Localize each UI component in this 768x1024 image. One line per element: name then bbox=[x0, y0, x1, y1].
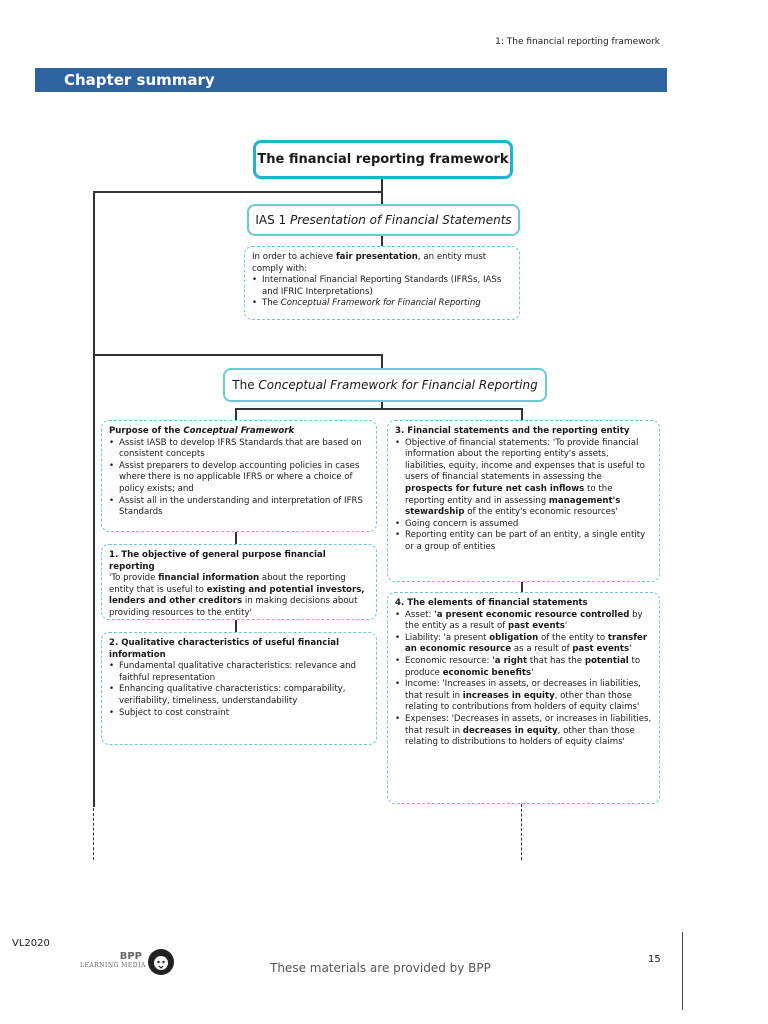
text-bold: 'a present economic resource bbox=[434, 609, 581, 620]
list-item bbox=[395, 714, 652, 749]
list-item bbox=[395, 633, 652, 656]
qualitative-title: 2. Qualitative characteristics of useful financial information bbox=[109, 638, 340, 660]
fs-entity-title: 3. Financial statements and the reporting entity bbox=[395, 426, 630, 436]
connector-dashed bbox=[93, 808, 94, 860]
text: Asset: bbox=[405, 609, 435, 620]
list-item bbox=[252, 298, 512, 310]
conceptual-framework-node bbox=[223, 368, 547, 402]
qualitative-box bbox=[101, 632, 377, 745]
connector-line bbox=[521, 582, 523, 592]
objective-box bbox=[101, 544, 377, 620]
text: as a result of bbox=[511, 644, 573, 655]
connector-line bbox=[93, 354, 383, 356]
text-bold: obligation bbox=[489, 632, 539, 643]
text: about the reporting entity that is useful to bbox=[109, 573, 346, 595]
elements-title: 4. The elements of financial statements bbox=[395, 598, 588, 608]
text-bold: decreases in equity bbox=[462, 725, 558, 736]
text-bold: past events bbox=[508, 621, 565, 632]
text-bold: fair presentation bbox=[335, 252, 418, 262]
text: Income: 'Increases in assets, or decreases in liabilities, that result in bbox=[405, 679, 641, 701]
text: Liability: 'a present bbox=[405, 632, 490, 643]
text-bold: increases in equity bbox=[462, 690, 555, 701]
text-bold: economic benefits bbox=[442, 667, 532, 678]
connector-line bbox=[235, 408, 522, 410]
text: ' bbox=[564, 621, 568, 632]
text-bold: prospects for future net cash inflows bbox=[405, 483, 585, 494]
text: that has the bbox=[527, 655, 585, 666]
text: The bbox=[262, 298, 281, 309]
text: Objective of financial statements: 'To provide financial information about the reporting entity's assets, liabilities, equity, income and expenses that is useful to users of financial statements in assessing the bbox=[405, 437, 645, 483]
connector-line bbox=[93, 191, 383, 193]
list-item: • Fundamental qualitative characteristics: relevance and faithful representation bbox=[109, 661, 369, 684]
list-item: • Subject to cost constraint bbox=[109, 708, 369, 720]
ias1-intro bbox=[252, 252, 512, 275]
text: to the reporting entity and in assessing bbox=[405, 483, 613, 506]
text-bold: existing and potential investors, lenders and other creditors bbox=[109, 584, 365, 607]
ias1-prefix: IAS 1 bbox=[255, 213, 290, 227]
fs-entity-box bbox=[387, 420, 660, 582]
connector-line bbox=[381, 354, 383, 368]
list-item: • Assist preparers to develop accounting policies in cases where there is no applicable IFRS or where a choice of policy exists; and bbox=[109, 461, 369, 496]
running-head: 1: The financial reporting framework bbox=[495, 37, 660, 47]
connector-line bbox=[235, 532, 237, 544]
text-bold: potential bbox=[584, 655, 629, 666]
page-number: 15 bbox=[648, 954, 661, 965]
text-bold: management's stewardship bbox=[405, 495, 621, 518]
framework-node-label: The financial reporting framework bbox=[257, 152, 509, 167]
text-bold: 'a right bbox=[492, 655, 528, 666]
elements-box bbox=[387, 592, 660, 804]
objective-title: 1. The objective of general purpose financial reporting bbox=[109, 550, 326, 572]
list-item: • Reporting entity can be part of an entity, a single entity or a group of entities bbox=[395, 530, 652, 553]
text: , an entity must comply with: bbox=[252, 252, 487, 274]
text-bold: financial information bbox=[158, 573, 260, 584]
connector-line bbox=[235, 620, 237, 632]
purpose-box bbox=[101, 420, 377, 532]
bpp-logo bbox=[80, 951, 146, 969]
text: Purpose of the bbox=[109, 426, 184, 436]
connector-line bbox=[521, 408, 523, 420]
ias1-title: Presentation of Financial Statements bbox=[289, 213, 512, 227]
text-bold: past events bbox=[572, 644, 630, 655]
text: ' bbox=[531, 667, 534, 678]
list-item bbox=[395, 679, 652, 714]
cf-title: Conceptual Framework for Financial Reporting bbox=[258, 378, 538, 392]
ias1-details-box bbox=[244, 246, 520, 320]
list-item: • Going concern is assumed bbox=[395, 519, 652, 531]
list-item: • International Financial Reporting Standards (IFRSs, IASs and IFRIC Interpretations) bbox=[252, 275, 512, 298]
logo-sub: LEARNING MEDIA bbox=[80, 962, 146, 969]
text: in making decisions about providing resources to the entity' bbox=[109, 596, 358, 618]
text-italic: Conceptual Framework bbox=[183, 426, 295, 436]
text-bold: controlled bbox=[580, 609, 630, 620]
text: of the entity to bbox=[538, 632, 608, 643]
text: In order to achieve bbox=[252, 252, 336, 262]
connector-line bbox=[235, 408, 237, 420]
text: Economic resource: bbox=[405, 655, 493, 666]
purpose-title bbox=[109, 426, 369, 438]
list-item: • Assist IASB to develop IFRS Standards that are based on consistent concepts bbox=[109, 438, 369, 461]
connector-dashed bbox=[521, 804, 522, 860]
connector-line bbox=[93, 191, 95, 807]
logo-brand: BPP bbox=[119, 951, 142, 962]
text: by the entity as a result of bbox=[405, 609, 643, 632]
provided-by-note: These materials are provided by BPP bbox=[270, 961, 491, 975]
text-italic: Conceptual Framework for Financial Reporting bbox=[280, 298, 481, 309]
list-item bbox=[395, 656, 652, 679]
ias1-node bbox=[247, 204, 520, 236]
chapter-banner bbox=[35, 68, 667, 92]
objective-text bbox=[109, 573, 369, 619]
text: , other than those relating to contributions from holders of equity claims' bbox=[405, 690, 640, 713]
list-item: • Enhancing qualitative characteristics: comparability, verifiability, timeliness, understandability bbox=[109, 684, 369, 707]
framework-node bbox=[253, 140, 513, 179]
list-item bbox=[395, 438, 652, 519]
text: , other than those relating to distributions to holders of equity claims' bbox=[405, 725, 635, 748]
list-item bbox=[395, 610, 652, 633]
footer-rule bbox=[682, 932, 683, 1010]
list-item: • Assist all in the understanding and interpretation of IFRS Standards bbox=[109, 496, 369, 519]
text: ' bbox=[629, 644, 632, 655]
banner-title: Chapter summary bbox=[64, 71, 215, 89]
text-bold: transfer an economic resource bbox=[405, 632, 648, 655]
text: to produce bbox=[405, 655, 641, 678]
text: of the entity's economic resources' bbox=[464, 507, 618, 518]
lion-icon bbox=[146, 947, 176, 977]
cf-prefix: The bbox=[232, 378, 259, 392]
text: Expenses: 'Decreases in assets, or increases in liabilities, that result in bbox=[405, 713, 652, 736]
text: 'To provide bbox=[109, 573, 159, 584]
version-label: VL2020 bbox=[12, 938, 50, 949]
